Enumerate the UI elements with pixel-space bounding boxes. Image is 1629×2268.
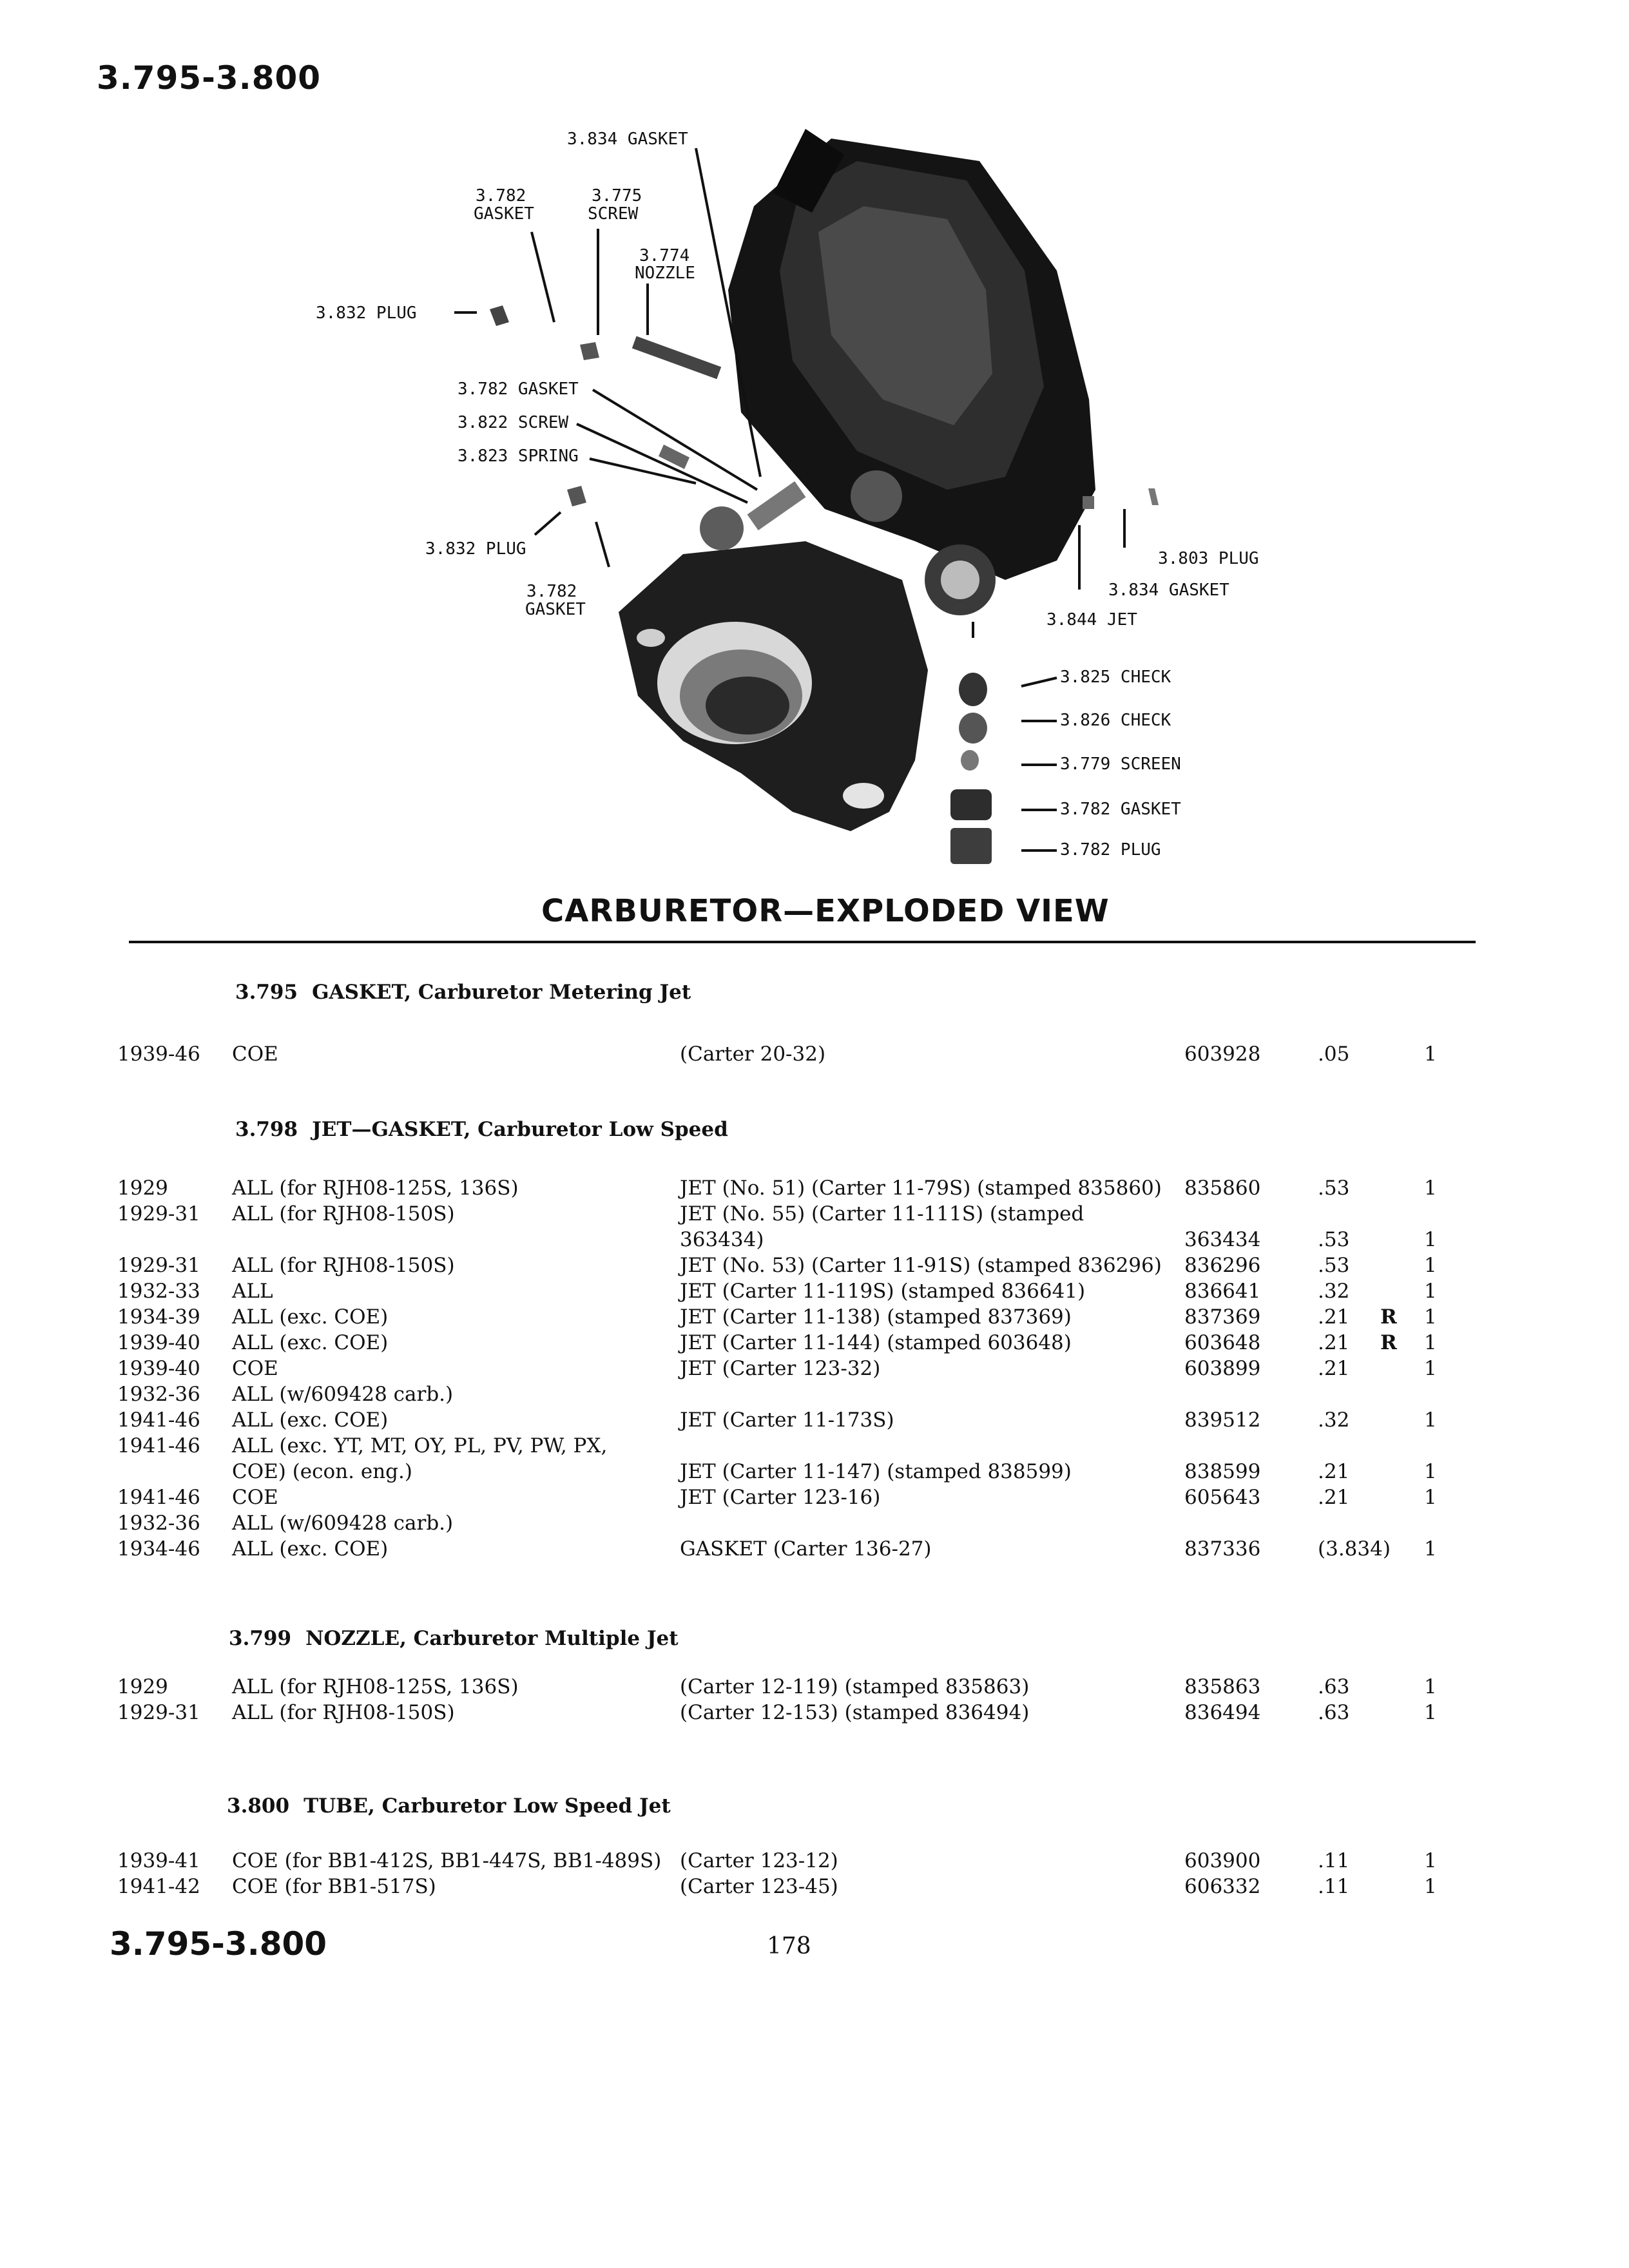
row-part-number: 836296 [1184,1254,1261,1277]
row-part-number: 363434 [1184,1228,1261,1251]
carburetor-exploded-diagram [0,0,1629,889]
figure-title: CARBURETOR—EXPLODED VIEW [541,893,1110,929]
row-price: (3.834) [1318,1537,1391,1561]
title-divider [129,941,1476,943]
row-part-number: 835860 [1184,1177,1261,1200]
row-price: .53 [1318,1228,1350,1251]
row-description: (Carter 123-45) [680,1875,838,1898]
row-model: COE (for BB1-517S) [232,1875,436,1898]
row-description: JET (Carter 11-138) (stamped 837369) [680,1305,1072,1329]
label-3822-screw: 3.822 SCREW [458,413,569,432]
table-row [0,1177,1629,1205]
table-row [0,1357,1629,1385]
row-price: .32 [1318,1280,1350,1303]
row-description: (Carter 12-153) (stamped 836494) [680,1701,1030,1724]
row-quantity: 1 [1424,1305,1437,1329]
label-3779-screen: 3.779 SCREEN [1060,754,1181,774]
row-quantity: 1 [1424,1460,1437,1483]
row-model: COE) (econ. eng.) [232,1460,412,1483]
row-model: ALL (exc. YT, MT, OY, PL, PV, PW, PX, [232,1434,608,1457]
row-part-number: 837369 [1184,1305,1261,1329]
row-year: 1934-46 [117,1537,200,1561]
row-part-number: 606332 [1184,1875,1261,1898]
row-part-number: 837336 [1184,1537,1261,1561]
table-row [0,1460,1629,1488]
row-quantity: 1 [1424,1280,1437,1303]
row-part-number: 835863 [1184,1675,1261,1698]
row-description: JET (Carter 11-147) (stamped 838599) [680,1460,1072,1483]
row-quantity: 1 [1424,1228,1437,1251]
row-year: 1941-46 [117,1408,200,1432]
label-3826-check: 3.826 CHECK [1060,711,1171,730]
row-year: 1939-40 [117,1357,200,1380]
label-3844-jet: 3.844 JET [1046,610,1137,629]
label-3782-plug-bottom: 3.782 PLUG [1060,840,1161,860]
row-year: 1939-40 [117,1331,200,1354]
row-model: ALL (for RJH08-125S, 136S) [232,1675,519,1698]
row-year: 1941-42 [117,1875,200,1898]
row-model: ALL (exc. COE) [232,1408,389,1432]
section-title [235,1118,728,1141]
row-quantity: 1 [1424,1254,1437,1277]
row-model: ALL (w/609428 carb.) [232,1512,454,1535]
row-price: .21 [1318,1305,1350,1329]
section-heading: NOZZLE, Carburetor Multiple Jet [305,1627,679,1650]
table-row [0,1875,1629,1903]
row-price: .53 [1318,1254,1350,1277]
label-3832-plug-top: 3.832 PLUG [316,303,417,323]
section-title [227,1794,671,1818]
label-3832-plug-low: 3.832 PLUG [425,539,526,559]
row-quantity: 1 [1424,1177,1437,1200]
row-description: JET (Carter 11-144) (stamped 603648) [680,1331,1072,1354]
row-price: .21 [1318,1460,1350,1483]
table-row [0,1331,1629,1360]
row-year: 1929-31 [117,1254,200,1277]
row-year: 1941-46 [117,1434,200,1457]
section-title [235,981,691,1004]
table-row [0,1537,1629,1566]
page-header-code: 3.795-3.800 [97,59,322,97]
label-gasket-low: GASKET [525,600,586,619]
row-year: 1934-39 [117,1305,200,1329]
label-3803-plug: 3.803 PLUG [1158,549,1259,568]
label-3782-low: 3.782 [526,582,577,601]
row-price: .21 [1318,1357,1350,1380]
row-part-number: 603900 [1184,1849,1261,1872]
row-quantity: 1 [1424,1537,1437,1561]
row-description: JET (No. 53) (Carter 11-91S) (stamped 836296) [680,1254,1162,1277]
row-quantity: 1 [1424,1331,1437,1354]
row-year: 1929 [117,1177,168,1200]
row-year: 1929-31 [117,1202,200,1225]
row-year: 1929-31 [117,1701,200,1724]
row-quantity: 1 [1424,1675,1437,1698]
table-row [0,1280,1629,1308]
row-quantity: 1 [1424,1486,1437,1509]
row-model: ALL [232,1280,273,1303]
label-gasket-top: GASKET [474,204,534,224]
table-row [0,1202,1629,1231]
label-3782-gasket-mid: 3.782 GASKET [458,380,579,399]
section-number: 3.800 [227,1794,290,1818]
section-title [229,1627,679,1650]
row-part-number: 603928 [1184,1043,1261,1066]
label-3834-gasket-top: 3.834 GASKET [567,130,688,149]
row-quantity: 1 [1424,1701,1437,1724]
row-model: ALL (for RJH08-150S) [232,1254,455,1277]
row-year: 1939-46 [117,1043,200,1066]
row-price: .11 [1318,1875,1350,1898]
row-price: .05 [1318,1043,1350,1066]
label-nozzle: NOZZLE [635,264,695,283]
row-year: 1941-46 [117,1486,200,1509]
label-3823-spring: 3.823 SPRING [458,447,579,466]
row-description: (Carter 12-119) (stamped 835863) [680,1675,1030,1698]
row-price: .11 [1318,1849,1350,1872]
row-quantity: 1 [1424,1408,1437,1432]
section-number: 3.799 [229,1627,292,1650]
row-flag: R [1380,1305,1397,1329]
label-3774: 3.774 [639,246,690,265]
row-description: JET (Carter 123-16) [680,1486,881,1509]
row-year: 1939-41 [117,1849,200,1872]
section-heading: JET—GASKET, Carburetor Low Speed [312,1118,728,1141]
label-3834-gasket-right: 3.834 GASKET [1108,581,1229,600]
table-row [0,1434,1629,1463]
label-3782-top: 3.782 [476,186,526,206]
row-year: 1932-33 [117,1280,200,1303]
row-part-number: 603899 [1184,1357,1261,1380]
row-model: COE [232,1043,278,1066]
row-description: JET (Carter 11-173S) [680,1408,894,1432]
table-row [0,1043,1629,1071]
row-description: JET (Carter 11-119S) (stamped 836641) [680,1280,1086,1303]
row-price: .53 [1318,1177,1350,1200]
row-price: .63 [1318,1675,1350,1698]
row-model: COE [232,1486,278,1509]
row-part-number: 836494 [1184,1701,1261,1724]
page-number: 178 [767,1933,811,1959]
row-part-number: 838599 [1184,1460,1261,1483]
row-flag: R [1380,1331,1397,1354]
label-3782-gasket-bottom: 3.782 GASKET [1060,800,1181,819]
row-description: (Carter 20-32) [680,1043,826,1066]
table-row [0,1675,1629,1704]
row-model: COE [232,1357,278,1380]
table-row [0,1486,1629,1514]
row-description: GASKET (Carter 136-27) [680,1537,932,1561]
page-footer-code: 3.795-3.800 [110,1925,327,1963]
row-model: ALL (exc. COE) [232,1537,389,1561]
table-row [0,1228,1629,1256]
row-part-number: 605643 [1184,1486,1261,1509]
table-row [0,1512,1629,1540]
row-quantity: 1 [1424,1357,1437,1380]
row-price: .63 [1318,1701,1350,1724]
row-price: .21 [1318,1331,1350,1354]
section-heading: GASKET, Carburetor Metering Jet [312,981,691,1004]
row-model: ALL (for RJH08-150S) [232,1202,455,1225]
row-model: ALL (exc. COE) [232,1331,389,1354]
row-description: JET (No. 55) (Carter 11-111S) (stamped [680,1202,1084,1225]
carburetor-illustration [490,129,1159,864]
row-year: 1932-36 [117,1512,200,1535]
row-part-number: 839512 [1184,1408,1261,1432]
row-description: JET (No. 51) (Carter 11-79S) (stamped 835860) [680,1177,1162,1200]
table-row [0,1701,1629,1729]
section-number: 3.798 [235,1118,298,1141]
row-quantity: 1 [1424,1043,1437,1066]
table-row [0,1305,1629,1334]
row-year: 1929 [117,1675,168,1698]
row-quantity: 1 [1424,1875,1437,1898]
row-quantity: 1 [1424,1849,1437,1872]
row-model: ALL (for RJH08-125S, 136S) [232,1177,519,1200]
table-row [0,1408,1629,1437]
table-row [0,1254,1629,1282]
row-description: JET (Carter 123-32) [680,1357,881,1380]
section-number: 3.795 [235,981,298,1004]
row-description: 363434) [680,1228,764,1251]
label-screw-top: SCREW [588,204,639,224]
row-price: .32 [1318,1408,1350,1432]
label-3825-check: 3.825 CHECK [1060,668,1171,687]
label-3775: 3.775 [592,186,642,206]
row-model: ALL (for RJH08-150S) [232,1701,455,1724]
section-heading: TUBE, Carburetor Low Speed Jet [304,1794,671,1818]
row-model: ALL (exc. COE) [232,1305,389,1329]
table-row [0,1383,1629,1411]
row-description: (Carter 123-12) [680,1849,838,1872]
row-model: COE (for BB1-412S, BB1-447S, BB1-489S) [232,1849,662,1872]
row-year: 1932-36 [117,1383,200,1406]
row-price: .21 [1318,1486,1350,1509]
row-part-number: 603648 [1184,1331,1261,1354]
row-part-number: 836641 [1184,1280,1261,1303]
table-row [0,1849,1629,1878]
row-model: ALL (w/609428 carb.) [232,1383,454,1406]
